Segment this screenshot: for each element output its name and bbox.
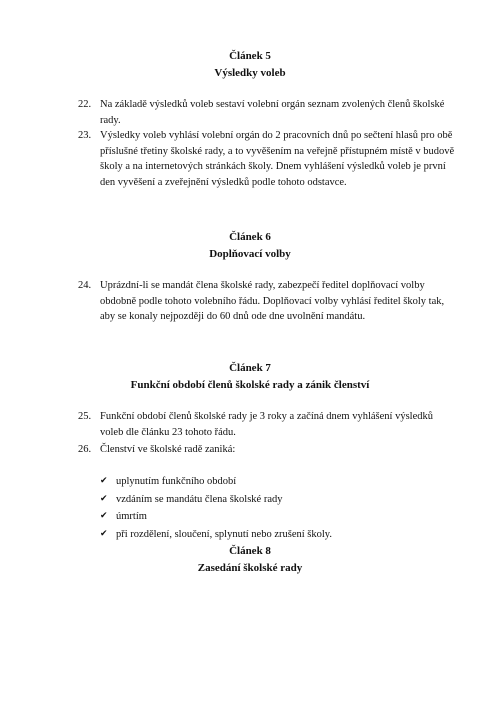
paragraph-number: 22. bbox=[78, 99, 92, 110]
article-8-heading: Článek 8 bbox=[229, 545, 271, 557]
article-7-heading: Článek 7 bbox=[229, 362, 271, 374]
list-item-text: uplynutím funkčního období bbox=[116, 476, 237, 487]
paragraph-26 bbox=[78, 442, 458, 458]
list-item bbox=[100, 473, 460, 491]
paragraph-text: Funkční období členů školské rady je 3 roky a začíná dnem vyhlášení výsledků voleb dle článku 23 tohoto řádu. bbox=[100, 411, 434, 438]
list-item-text: při rozdělení, sloučení, splynutí nebo zrušení školy. bbox=[116, 528, 332, 540]
paragraph-number: 25. bbox=[78, 411, 92, 422]
check-mark-icon: ✔ bbox=[100, 493, 108, 504]
article-5-heading: Článek 5 bbox=[229, 50, 271, 62]
paragraph-number: 24. bbox=[78, 280, 92, 291]
termination-list bbox=[100, 473, 460, 543]
article-6-heading: Článek 6 bbox=[229, 231, 271, 243]
paragraph-text: Členství ve školské radě zaniká: bbox=[100, 444, 236, 455]
article-7-subheading: Funkční období členů školské rady a zánik členství bbox=[130, 379, 370, 391]
article-8-subheading: Zasedání školské rady bbox=[197, 562, 303, 574]
paragraph-25 bbox=[78, 409, 458, 440]
paragraph-24 bbox=[78, 278, 458, 325]
article-6-subheading: Doplňovací volby bbox=[209, 248, 291, 260]
paragraph-text: Na základě výsledků voleb sestaví volební orgán seznam zvolených členů školské rady. bbox=[100, 99, 445, 126]
paragraph-number: 26. bbox=[78, 444, 92, 455]
list-item-text: vzdáním se mandátu člena školské rady bbox=[116, 493, 283, 505]
paragraph-23 bbox=[78, 128, 458, 190]
paragraph-text: Výsledky voleb vyhlásí volební orgán do 2 pracovních dnů po sečtení hlasů pro obě příslušné třetiny školské rady, a to vyvěšením na veřejně přístupném místě v budově školy a na internetových stránkách školy. Dnem vyhlášení výsledků voleb je první den vyvěšení a zveřejnění výsledků podle tohoto odstavce. bbox=[100, 130, 455, 188]
check-mark-icon: ✔ bbox=[100, 476, 108, 486]
paragraph-text: Uprázdní-li se mandát člena školské rady, zabezpečí ředitel doplňovací volby obdobně podle tohoto volebního řádu. Doplňovací volby vyhlásí ředitel školy tak, aby se konaly nejpozději do 60 dnů ode dne uvolnění mandátu. bbox=[100, 280, 445, 322]
list-item-text: úmrtím bbox=[116, 511, 147, 522]
list-item bbox=[100, 491, 460, 509]
list-item bbox=[100, 526, 460, 544]
paragraph-22 bbox=[78, 97, 458, 128]
check-mark-icon: ✔ bbox=[100, 528, 108, 539]
list-item bbox=[100, 508, 460, 526]
paragraph-number: 23. bbox=[78, 130, 92, 141]
article-5-subheading: Výsledky voleb bbox=[214, 67, 286, 79]
check-mark-icon: ✔ bbox=[100, 511, 108, 521]
